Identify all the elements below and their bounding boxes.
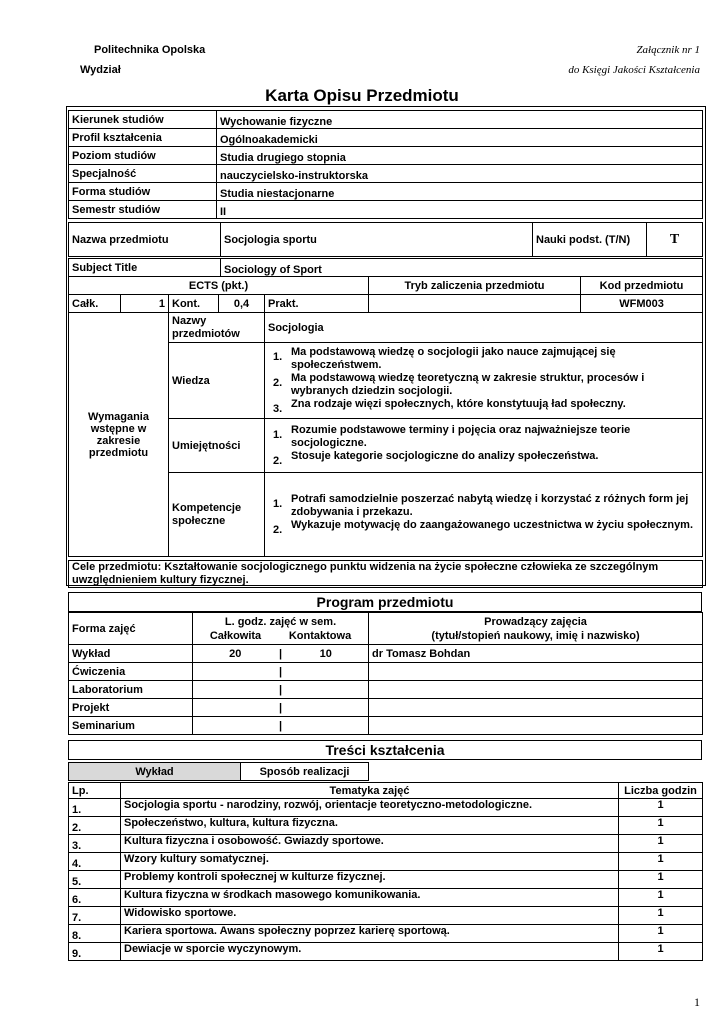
program-prowadzacy: dr Tomasz Bohdan	[369, 645, 703, 663]
tresci-lp: 4.	[69, 853, 121, 871]
tresci-tematyka: Socjologia sportu - narodziny, rozwój, orientacje teoretyczno-metodologiczne.	[121, 799, 619, 817]
program-row	[69, 717, 703, 735]
item-number: 1.	[273, 428, 283, 441]
cele-text: Cele przedmiotu: Kształtowanie socjologicznego punktu widzenia na życie społeczne człowieka ze szczególnym uwzględnieniem kultury fizycznej.	[69, 561, 703, 588]
item-text: Wykazuje motywację do zaangażowanego uczestnictwa w życiu społecznym.	[291, 518, 694, 531]
program-title: Program przedmiotu	[68, 592, 702, 612]
requirements-table	[68, 312, 703, 557]
liczba-header: Liczba godzin	[619, 783, 703, 799]
prowadzacy-sub: (tytuł/stopień naukowy, imię i nazwisko)	[431, 629, 640, 642]
tresci-tematyka: Kultura fizyczna i osobowość. Gwiazdy sportowe.	[121, 835, 619, 853]
tresci-subheader	[68, 762, 369, 781]
kompetencje-list	[273, 493, 699, 537]
tresci-tematyka: Społeczeństwo, kultura, kultura fizyczna.	[121, 817, 619, 835]
forma-header: Forma zajęć	[69, 613, 193, 645]
nauki-value: T	[647, 223, 703, 257]
wiedza-list	[273, 346, 699, 416]
tresci-godziny: 1	[619, 817, 703, 835]
calkowita-label: Całkowita	[209, 629, 262, 642]
kompetencje-item	[273, 493, 699, 519]
tresci-row	[69, 817, 703, 835]
tresci-tematyka: Wzory kultury somatycznej.	[121, 853, 619, 871]
program-row	[69, 681, 703, 699]
subject-title-table	[68, 258, 703, 277]
annex-subtitle: do Księgi Jakości Kształcenia	[568, 64, 700, 76]
university-name: Politechnika Opolska	[94, 44, 206, 56]
item-number: 2.	[273, 523, 283, 536]
program-forma: Wykład	[69, 645, 193, 663]
program-calk: 20	[229, 647, 242, 660]
study-info-table	[68, 110, 703, 219]
tryb-header: Tryb zaliczenia przedmiotu	[369, 277, 581, 295]
info-row	[69, 129, 703, 147]
tresci-row	[69, 907, 703, 925]
tresci-godziny: 1	[619, 871, 703, 889]
prowadzacy-label: Prowadzący zajęcia	[484, 615, 587, 628]
info-row	[69, 165, 703, 183]
cele-table	[68, 560, 703, 588]
tresci-tematyka: Widowisko sportowe.	[121, 907, 619, 925]
umiejetnosci-list	[273, 424, 699, 468]
info-label: Forma studiów	[69, 183, 217, 201]
sposob-label: Sposób realizacji	[241, 763, 369, 781]
program-row	[69, 663, 703, 681]
program-prowadzacy	[369, 681, 703, 699]
program-forma: Seminarium	[69, 717, 193, 735]
tresci-row	[69, 943, 703, 961]
info-row	[69, 183, 703, 201]
annex-label: Załącznik nr 1	[636, 44, 700, 56]
item-number: 1.	[273, 350, 283, 363]
subject-name-label: Nazwa przedmiotu	[69, 223, 221, 257]
kompetencje-item	[273, 519, 699, 537]
program-forma: Ćwiczenia	[69, 663, 193, 681]
tresci-lp: 3.	[69, 835, 121, 853]
info-label: Poziom studiów	[69, 147, 217, 165]
nazwy-value: Socjologia	[265, 313, 703, 343]
tresci-title: Treści kształcenia	[68, 740, 702, 760]
tresci-row	[69, 925, 703, 943]
info-value: nauczycielsko-instruktorska	[217, 165, 703, 183]
item-text: Rozumie podstawowe terminy i pojęcia oraz najważniejsze teorie socjologiczne.	[291, 423, 631, 449]
program-hours	[193, 663, 369, 681]
prakt-label: Prakt.	[265, 295, 369, 313]
item-text: Potrafi samodzielnie poszerzać nabytą wiedzę i korzystać z różnych form jej zdobywania i przekazu.	[291, 492, 689, 518]
tresci-tematyka: Kariera sportowa. Awans społeczny poprzez karierę sportową.	[121, 925, 619, 943]
hours-separator: |	[278, 683, 283, 696]
item-number: 1.	[273, 497, 283, 510]
tresci-tematyka: Problemy kontroli społecznej w kulturze fizycznej.	[121, 871, 619, 889]
wyklad-label: Wykład	[69, 763, 241, 781]
tresci-lp: 8.	[69, 925, 121, 943]
tresci-row	[69, 853, 703, 871]
program-kont: 10	[319, 647, 332, 660]
program-prowadzacy	[369, 699, 703, 717]
info-label: Specjalność	[69, 165, 217, 183]
item-text: Stosuje kategorie socjologiczne do analizy społeczeństwa.	[291, 449, 599, 462]
program-row	[69, 645, 703, 663]
requirements-label: Wymagania wstępne w zakresie przedmiotu	[69, 313, 169, 557]
hours-separator: |	[278, 665, 283, 678]
info-value: Studia niestacjonarne	[217, 183, 703, 201]
faculty-name: Wydział	[80, 64, 121, 76]
program-table	[68, 612, 703, 735]
ects-header: ECTS (pkt.)	[69, 277, 369, 295]
tresci-row	[69, 799, 703, 817]
calk-value: 1	[121, 295, 169, 313]
godz-label: L. godz. zajęć w sem.	[224, 615, 337, 628]
program-row	[69, 699, 703, 717]
info-value: Wychowanie fizyczne	[217, 111, 703, 129]
info-value: Studia drugiego stopnia	[217, 147, 703, 165]
subject-name-value: Socjologia sportu	[221, 223, 533, 257]
info-row	[69, 111, 703, 129]
tresci-table	[68, 782, 703, 961]
ects-table	[68, 276, 703, 313]
tryb-value	[369, 295, 581, 313]
subject-title-value: Sociology of Sport	[221, 259, 703, 277]
program-hours	[193, 681, 369, 699]
tematyka-header: Tematyka zajęć	[121, 783, 619, 799]
tresci-godziny: 1	[619, 907, 703, 925]
kontaktowa-label: Kontaktowa	[288, 629, 352, 642]
nazwy-label: Nazwy przedmiotów	[169, 313, 265, 343]
calk-label: Całk.	[69, 295, 121, 313]
tresci-godziny: 1	[619, 799, 703, 817]
item-text: Zna rodzaje więzi społecznych, które konstytuują ład społeczny.	[291, 397, 626, 410]
program-prowadzacy	[369, 663, 703, 681]
kont-value: 0,4	[219, 295, 265, 313]
info-label: Kierunek studiów	[69, 111, 217, 129]
tresci-godziny: 1	[619, 889, 703, 907]
program-hours	[193, 717, 369, 735]
umiejetnosci-item	[273, 450, 699, 468]
wiedza-item	[273, 346, 699, 372]
tresci-lp: 6.	[69, 889, 121, 907]
info-row	[69, 147, 703, 165]
tresci-godziny: 1	[619, 835, 703, 853]
info-value: II	[217, 201, 703, 219]
tresci-godziny: 1	[619, 853, 703, 871]
item-text: Ma podstawową wiedzę o socjologii jako nauce zajmującej się społeczeństwem.	[291, 345, 616, 371]
nauki-label: Nauki podst. (T/N)	[533, 223, 647, 257]
umiejetnosci-item	[273, 424, 699, 450]
page-title: Karta Opisu Przedmiotu	[265, 86, 459, 105]
item-number: 2.	[273, 454, 283, 467]
info-label: Profil kształcenia	[69, 129, 217, 147]
info-value: Ogólnoakademicki	[217, 129, 703, 147]
tresci-lp: 1.	[69, 799, 121, 817]
program-hours	[193, 645, 369, 663]
hours-separator: |	[278, 647, 283, 660]
subject-title-label: Subject Title	[69, 259, 221, 277]
item-number: 3.	[273, 402, 283, 415]
tresci-tematyka: Dewiacje w sporcie wyczynowym.	[121, 943, 619, 961]
item-text: Ma podstawową wiedzę teoretyczną w zakresie struktur, procesów i wybranych dziedzin socjologii.	[291, 371, 645, 397]
program-prowadzacy	[369, 717, 703, 735]
wiedza-item	[273, 372, 699, 398]
wiedza-item	[273, 398, 699, 416]
item-number: 2.	[273, 376, 283, 389]
page-number: 1	[694, 995, 700, 1009]
prowadzacy-header	[369, 613, 703, 645]
tresci-row	[69, 835, 703, 853]
kod-value: WFM003	[581, 295, 703, 313]
hours-separator: |	[278, 701, 283, 714]
umiejetnosci-label: Umiejętności	[169, 419, 265, 473]
tresci-lp: 5.	[69, 871, 121, 889]
subject-table	[68, 222, 703, 257]
tresci-row	[69, 889, 703, 907]
program-forma: Projekt	[69, 699, 193, 717]
info-label: Semestr studiów	[69, 201, 217, 219]
hours-separator: |	[278, 719, 283, 732]
kont-label: Kont.	[169, 295, 219, 313]
tresci-godziny: 1	[619, 943, 703, 961]
lp-header: Lp.	[69, 783, 121, 799]
info-row	[69, 201, 703, 219]
tresci-lp: 2.	[69, 817, 121, 835]
tresci-godziny: 1	[619, 925, 703, 943]
wiedza-label: Wiedza	[169, 343, 265, 419]
program-forma: Laboratorium	[69, 681, 193, 699]
program-hours	[193, 699, 369, 717]
kompetencje-label: Kompetencje społeczne	[169, 473, 265, 557]
godz-header	[193, 613, 369, 645]
tresci-lp: 9.	[69, 943, 121, 961]
kod-header: Kod przedmiotu	[581, 277, 703, 295]
tresci-row	[69, 871, 703, 889]
tresci-tematyka: Kultura fizyczna w środkach masowego komunikowania.	[121, 889, 619, 907]
tresci-lp: 7.	[69, 907, 121, 925]
